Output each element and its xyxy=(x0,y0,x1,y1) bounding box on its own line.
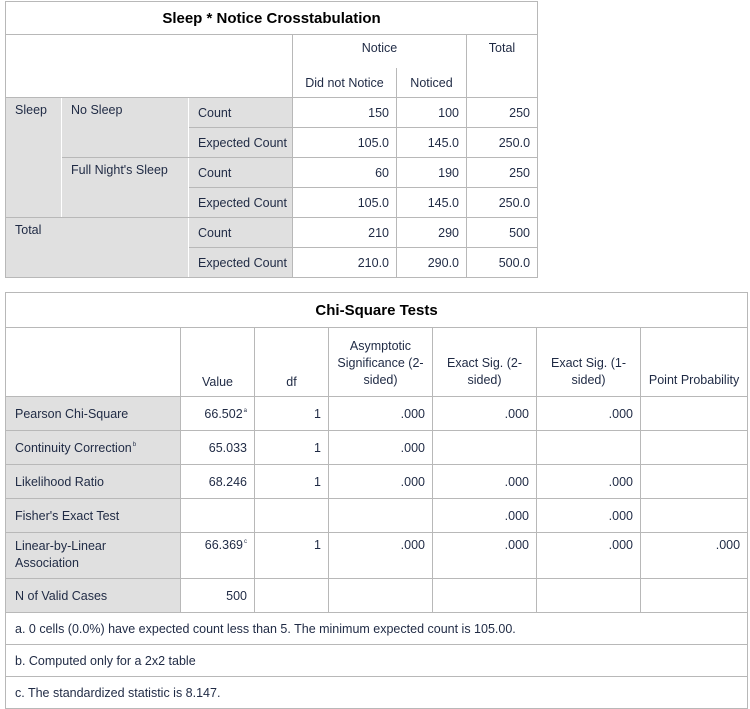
stat-label: Count xyxy=(189,218,293,248)
footnote-b: b. Computed only for a 2x2 table xyxy=(6,645,748,677)
exact2-cell: .000 xyxy=(433,533,537,579)
test-label: Fisher's Exact Test xyxy=(6,499,181,533)
point-cell xyxy=(641,397,748,431)
test-label: N of Valid Cases xyxy=(6,579,181,613)
point-cell xyxy=(641,465,748,499)
point-cell xyxy=(641,431,748,465)
cell: 100 xyxy=(397,98,467,128)
cell: 500 xyxy=(467,218,538,248)
test-label: Linear-by-Linear Association xyxy=(6,533,181,579)
chi-square-corner xyxy=(6,328,181,397)
col-header-exact-sig-2: Exact Sig. (2-sided) xyxy=(433,328,537,397)
exact2-cell: .000 xyxy=(433,499,537,533)
exact2-cell xyxy=(433,579,537,613)
exact1-cell: .000 xyxy=(537,499,641,533)
col-header-asymptotic-sig: Asymptotic Significance (2-sided) xyxy=(329,328,433,397)
col-header-point-probability: Point Probability xyxy=(641,328,748,397)
cell: 250.0 xyxy=(467,128,538,158)
cell: 145.0 xyxy=(397,128,467,158)
cell: 250 xyxy=(467,98,538,128)
col-header-did-not-notice: Did not Notice xyxy=(293,68,397,98)
cell: 290 xyxy=(397,218,467,248)
cell: 210 xyxy=(293,218,397,248)
stat-label: Count xyxy=(189,98,293,128)
col-header-df: df xyxy=(255,328,329,397)
value-cell: 65.033 xyxy=(181,431,255,465)
exact1-cell xyxy=(537,431,641,465)
test-label: Likelihood Ratio xyxy=(6,465,181,499)
group-label: Full Night's Sleep xyxy=(62,158,189,218)
point-cell: .000 xyxy=(641,533,748,579)
exact1-cell: .000 xyxy=(537,533,641,579)
asym-cell: .000 xyxy=(329,533,433,579)
col-group-header: Notice xyxy=(293,35,467,68)
asym-cell: .000 xyxy=(329,397,433,431)
test-label: Continuity Correction xyxy=(15,440,132,455)
cell: 145.0 xyxy=(397,188,467,218)
point-cell xyxy=(641,579,748,613)
value-cell xyxy=(181,499,255,533)
cell: 190 xyxy=(397,158,467,188)
df-cell xyxy=(255,579,329,613)
cell: 250 xyxy=(467,158,538,188)
footnote-marker: a xyxy=(243,407,247,414)
value-cell: 66.369 xyxy=(204,538,243,552)
value-cell: 66.502 xyxy=(204,406,243,421)
footnote-c: c. The standardized statistic is 8.147. xyxy=(6,677,748,709)
exact1-cell xyxy=(537,579,641,613)
crosstab-title: Sleep * Notice Crosstabulation xyxy=(6,2,538,35)
cell: 150 xyxy=(293,98,397,128)
stat-label: Count xyxy=(189,158,293,188)
col-header-noticed: Noticed xyxy=(397,68,467,98)
footnote-a: a. 0 cells (0.0%) have expected count less than 5. The minimum expected count is 105.00. xyxy=(6,613,748,645)
value-cell: 500 xyxy=(181,579,255,613)
asym-cell xyxy=(329,499,433,533)
exact2-cell xyxy=(433,431,537,465)
col-header-total: Total xyxy=(467,35,538,98)
cell: 105.0 xyxy=(293,128,397,158)
value-cell: 68.246 xyxy=(181,465,255,499)
df-cell: 1 xyxy=(255,533,329,579)
cell: 60 xyxy=(293,158,397,188)
asym-cell xyxy=(329,579,433,613)
group-label: No Sleep xyxy=(62,98,189,158)
stat-label: Expected Count xyxy=(189,128,293,158)
exact1-cell: .000 xyxy=(537,397,641,431)
asym-cell: .000 xyxy=(329,465,433,499)
footnote-marker: b xyxy=(132,441,137,448)
crosstab-corner xyxy=(6,35,293,98)
cell: 250.0 xyxy=(467,188,538,218)
cell: 210.0 xyxy=(293,248,397,278)
col-header-value: Value xyxy=(181,328,255,397)
point-cell xyxy=(641,499,748,533)
footnote-marker: c xyxy=(244,539,247,545)
chi-square-title: Chi-Square Tests xyxy=(6,293,748,328)
cell: 105.0 xyxy=(293,188,397,218)
df-cell: 1 xyxy=(255,397,329,431)
chi-square-table xyxy=(5,292,748,709)
df-cell: 1 xyxy=(255,465,329,499)
cell: 290.0 xyxy=(397,248,467,278)
row-var-label: Sleep xyxy=(6,98,62,218)
exact1-cell: .000 xyxy=(537,465,641,499)
col-header-exact-sig-1: Exact Sig. (1-sided) xyxy=(537,328,641,397)
exact2-cell: .000 xyxy=(433,465,537,499)
asym-cell: .000 xyxy=(329,431,433,465)
test-label: Pearson Chi-Square xyxy=(6,397,181,431)
total-label: Total xyxy=(6,218,189,278)
crosstab-table xyxy=(5,1,538,278)
df-cell: 1 xyxy=(255,431,329,465)
cell: 500.0 xyxy=(467,248,538,278)
exact2-cell: .000 xyxy=(433,397,537,431)
stat-label: Expected Count xyxy=(189,188,293,218)
stat-label: Expected Count xyxy=(189,248,293,278)
df-cell xyxy=(255,499,329,533)
